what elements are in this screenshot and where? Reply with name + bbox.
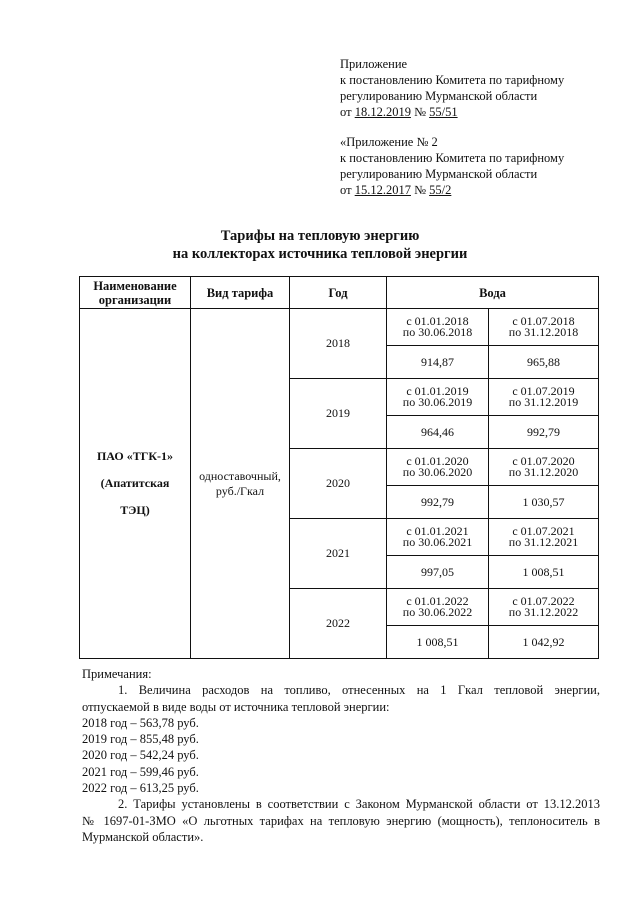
period-cell: с 01.07.2021 по 31.12.2021 (489, 519, 599, 556)
period-cell: с 01.07.2022 по 31.12.2022 (489, 589, 599, 626)
note-1-line-2: отпускаемой в виде воды от источника тепловой энергии: (82, 699, 390, 714)
year-cell: 2021 (290, 519, 387, 589)
tariff-value: 997,05 (387, 556, 489, 589)
fuel-cost-line: 2019 год – 855,48 руб. (82, 732, 199, 747)
note-2-line-2: № 1697-01-ЗМО «О льготных тарифах на тепловую энергию (мощность), теплоноситель в (82, 813, 600, 828)
appendix2-line: к постановлению Комитета по тарифному (340, 151, 565, 165)
fuel-cost-line: 2020 год – 542,24 руб. (82, 748, 199, 763)
note-1-line-1: 1. Величина расходов на топливо, отнесенных на 1 Гкал тепловой энергии, (118, 683, 600, 698)
period-cell: с 01.01.2021 по 30.06.2021 (387, 519, 489, 556)
appendix-line: к постановлению Комитета по тарифному (340, 73, 565, 87)
table-header-row (80, 277, 599, 309)
period-cell: с 01.01.2022 по 30.06.2022 (387, 589, 489, 626)
decree2-date: 15.12.2017 (354, 183, 411, 197)
org-name: ТЭЦ) (120, 503, 150, 517)
date-prefix: от (340, 183, 355, 197)
tariff-kind-cell (191, 309, 290, 659)
table-row (80, 309, 599, 346)
appendix-line: регулированию Мурманской области (340, 89, 538, 103)
note-2-line-3: Мурманской области». (82, 829, 204, 844)
notes-heading: Примечания: (82, 667, 152, 681)
number-prefix: № (410, 105, 430, 119)
appendix2-line: регулированию Мурманской области (340, 167, 538, 181)
date-prefix: от (340, 105, 355, 119)
period-cell: с 01.07.2018 по 31.12.2018 (489, 309, 599, 346)
fuel-cost-line: 2018 год – 563,78 руб. (82, 715, 199, 730)
period-cell: с 01.01.2018 по 30.06.2018 (387, 309, 489, 346)
title-line-1: Тарифы на тепловую энергию (220, 228, 420, 244)
appendix-date-line (340, 104, 564, 120)
decree-date: 18.12.2019 (354, 105, 411, 119)
header-text: организации (98, 292, 172, 307)
water-column-header: Вода (387, 277, 599, 309)
appendix2-title: «Приложение № 2 (340, 135, 438, 149)
number-prefix: № (410, 183, 430, 197)
appendix-title: Приложение (340, 57, 408, 71)
decree2-number: 55/2 (429, 183, 452, 197)
fuel-cost-line: 2021 год – 599,46 руб. (82, 764, 199, 779)
fuel-cost-line: 2022 год – 613,25 руб. (82, 781, 199, 796)
period-cell: с 01.01.2020 по 30.06.2020 (387, 449, 489, 486)
notes-section (82, 666, 600, 845)
tariff-value: 1 008,51 (489, 556, 599, 589)
tariff-value: 1 042,92 (489, 626, 599, 659)
title-line-2: на коллекторах источника тепловой энергии (172, 246, 468, 262)
appendix2-date-line (340, 182, 564, 198)
tariff-value: 1 008,51 (387, 626, 489, 659)
org-cell (80, 309, 191, 659)
org-column-header (80, 277, 191, 309)
tariff-value: 914,87 (387, 346, 489, 379)
tariff-value: 964,46 (387, 416, 489, 449)
tariff-value: 992,79 (387, 486, 489, 519)
tariff-table (79, 276, 599, 659)
org-name: ПАО «ТГК-1» (96, 449, 174, 463)
decree-number: 55/51 (429, 105, 458, 119)
kind-column-header: Вид тарифа (191, 277, 290, 309)
tariff-value: 992,79 (489, 416, 599, 449)
org-name: (Апатитская (100, 476, 170, 490)
document-title (0, 227, 640, 263)
year-cell: 2020 (290, 449, 387, 519)
tariff-unit: руб./Гкал (215, 483, 265, 498)
period-cell: с 01.01.2019 по 30.06.2019 (387, 379, 489, 416)
appendix2-header (340, 134, 564, 198)
year-cell: 2018 (290, 309, 387, 379)
period-cell: с 01.07.2019 по 31.12.2019 (489, 379, 599, 416)
year-cell: 2022 (290, 589, 387, 659)
note-2-line-1: 2. Тарифы установлены в соответствии с Законом Мурманской области от 13.12.2013 (118, 797, 600, 812)
year-column-header: Год (290, 277, 387, 309)
appendix-header (340, 56, 564, 120)
year-cell: 2019 (290, 379, 387, 449)
tariff-kind: одноставочный, (199, 468, 281, 483)
tariff-value: 965,88 (489, 346, 599, 379)
period-cell: с 01.07.2020 по 31.12.2020 (489, 449, 599, 486)
tariff-value: 1 030,57 (489, 486, 599, 519)
header-text: Наименование (93, 278, 177, 293)
